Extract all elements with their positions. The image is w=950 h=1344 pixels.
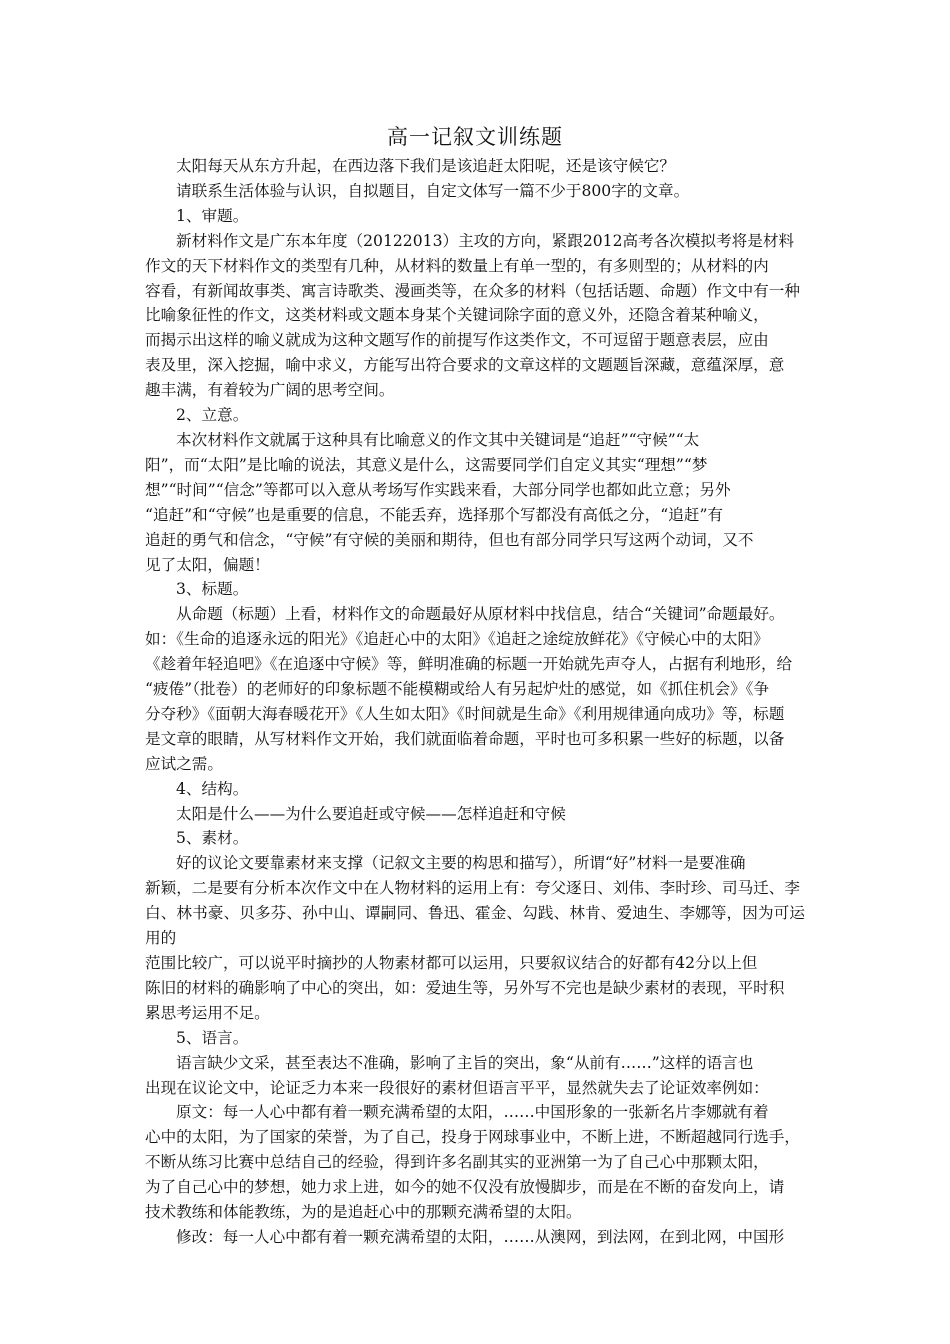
text-line: 太阳是什么——为什么要追赶或守候——怎样追赶和守候 <box>176 804 566 823</box>
text-line: 见了太阳，偏题！ <box>145 555 270 574</box>
document-title: 高一记叙文训练题 <box>387 125 563 149</box>
paragraph <box>145 1225 805 1250</box>
text-line: 范围比较广，可以说平时摘抄的人物素材都可以运用，只要叙议结合的好都有42分以上但 <box>145 954 758 972</box>
text-line: 4、结构。 <box>176 779 249 798</box>
text-line: 趣丰满，有着较为广阔的思考空间。 <box>145 381 395 400</box>
text-line: 请联系生活体验与认识，自拟题目，自定文体写一篇不少于800字的文章。 <box>176 181 690 200</box>
text-line: 3、标题。 <box>176 580 249 599</box>
text-line: 表及里，深入挖掘，喻中求义，方能写出符合要求的文章这样的文题题旨深藏，意蕴深厚，意 <box>145 356 785 375</box>
text-line: 比喻象征性的作文，这类材料或文题本身某个关键词除字面的意义外，还隐含着某种喻义， <box>145 306 769 325</box>
text-line: 追赶的勇气和信念，“守候”有守候的美丽和期待，但也有部分同学只写这两个动词，又不 <box>145 530 754 549</box>
paragraph <box>145 179 805 204</box>
paragraph <box>145 1026 805 1051</box>
text-line: 新颖，二是要有分析本次作文中在人物材料的运用上有：夸父逐日、刘伟、李时珍、司马迁、李 <box>145 879 800 898</box>
text-line: 修改：每一人心中都有着一颗充满希望的太阳，……从澳网，到法网，在到北网，中国形 <box>176 1227 785 1246</box>
paragraph <box>145 428 805 577</box>
text-line: 太阳每天从东方升起，在西边落下我们是该追赶太阳呢，还是该守候它？ <box>176 157 676 175</box>
text-line: 语言缺少文采，甚至表达不准确，影响了主旨的突出，象“从前有……”这样的语言也 <box>176 1053 754 1072</box>
text-line: 《趁着年轻追吧》《在追逐中守候》等，鲜明准确的标题一开始就先声夺人，占据有利地形，给 <box>145 655 793 674</box>
text-line: 应试之需。 <box>145 754 223 773</box>
paragraph <box>145 802 805 827</box>
text-line: 技术教练和体能教练，为的是追赶心中的那颗充满希望的太阳。 <box>145 1203 582 1222</box>
text-line: 2、立意。 <box>176 406 249 425</box>
text-line: 5、语言。 <box>176 1028 249 1047</box>
paragraph <box>145 204 805 229</box>
text-line: 白、林书豪、贝多芬、孙中山、谭嗣同、鲁迅、霍金、勾践、林肯、爱迪生、李娜等，因为可运用的 <box>145 904 805 948</box>
text-line: 原文：每一人心中都有着一颗充满希望的太阳，……中国形象的一张新名片李娜就有着 <box>176 1103 769 1122</box>
text-line: “追赶”和“守候”也是重要的信息，不能丢弃，选择那个写都没有高低之分，“追赶”有 <box>145 505 724 524</box>
paragraph <box>145 154 805 179</box>
paragraph <box>145 851 805 1025</box>
text-line: 如：《生命的追逐永远的阳光》《追赶心中的太阳》《追赶之途绽放鲜花》《守候心中的太阳》 <box>145 630 769 649</box>
text-line: 新材料作文是广东本年度（20122013）主攻的方向，紧跟2012高考各次模拟考将是材料 <box>176 231 795 250</box>
text-line: 1、审题。 <box>176 206 249 225</box>
paragraph <box>145 777 805 802</box>
text-line: 作文的天下材料作文的类型有几种，从材料的数量上有单一型的，有多则型的；从材料的内 <box>145 256 769 275</box>
text-line: 好的议论文要靠素材来支撑（记叙文主要的构思和描写），所谓“好”材料一是要准确 <box>176 854 746 873</box>
text-line: 本次材料作文就属于这种具有比喻意义的作文其中关键词是“追赶”“守候”“太 <box>176 430 700 449</box>
document-page <box>145 120 805 1250</box>
text-line: 5、素材。 <box>176 829 249 848</box>
text-line: 想”“时间”“信念”等都可以入意从考场写作实践来看，大部分同学也都如此立意；另外 <box>145 480 731 499</box>
paragraph <box>145 1051 805 1101</box>
text-line: 分夺秒》《面朝大海春暖花开》《人生如太阳》《时间就是生命》《利用规律通向成功》等，标题 <box>145 704 785 723</box>
text-line: 是文章的眼睛，从写材料作文开始，我们就面临着命题，平时也可多积累一些好的标题，以备 <box>145 729 785 748</box>
text-line: 阳”，而“太阳”是比喻的说法，其意义是什么，这需要同学们自定义其实“理想”“梦 <box>145 455 708 474</box>
paragraph <box>145 826 805 851</box>
text-line: “疲倦”（批卷）的老师好的印象标题不能模糊或给人有另起炉灶的感觉，如《抓住机会》《争 <box>145 680 770 699</box>
text-line: 陈旧的材料的确影响了中心的突出，如：爱迪生等，另外写不完也是缺少素材的表现，平时积 <box>145 978 785 997</box>
document-body <box>145 154 805 1250</box>
paragraph <box>145 1100 805 1225</box>
paragraph <box>145 602 805 776</box>
text-line: 出现在议论文中，论证乏力本来一段很好的素材但语言平平，显然就失去了论证效率例如： <box>145 1078 769 1097</box>
paragraph <box>145 229 805 403</box>
text-line: 不断从练习比赛中总结自己的经验，得到许多名副其实的亚洲第一为了自己心中那颗太阳， <box>145 1153 769 1172</box>
text-line: 累思考运用不足。 <box>145 1003 270 1022</box>
text-line: 从命题（标题）上看，材料作文的命题最好从原材料中找信息，结合“关键词”命题最好。 <box>176 605 785 624</box>
text-line: 容看，有新闻故事类、寓言诗歌类、漫画类等，在众多的材料（包括话题、命题）作文中有一种 <box>145 281 800 300</box>
text-line: 心中的太阳，为了国家的荣誉，为了自己，投身于网球事业中，不断上进，不断超越同行选手， <box>145 1128 800 1147</box>
paragraph <box>145 577 805 602</box>
text-line: 为了自己心中的梦想，她力求上进，如今的她不仅没有放慢脚步，而是在不断的奋发向上，请 <box>145 1178 785 1197</box>
paragraph <box>145 403 805 428</box>
text-line: 而揭示出这样的喻义就成为这种文题写作的前提写作这类作文，不可逗留于题意表层，应由 <box>145 331 769 350</box>
